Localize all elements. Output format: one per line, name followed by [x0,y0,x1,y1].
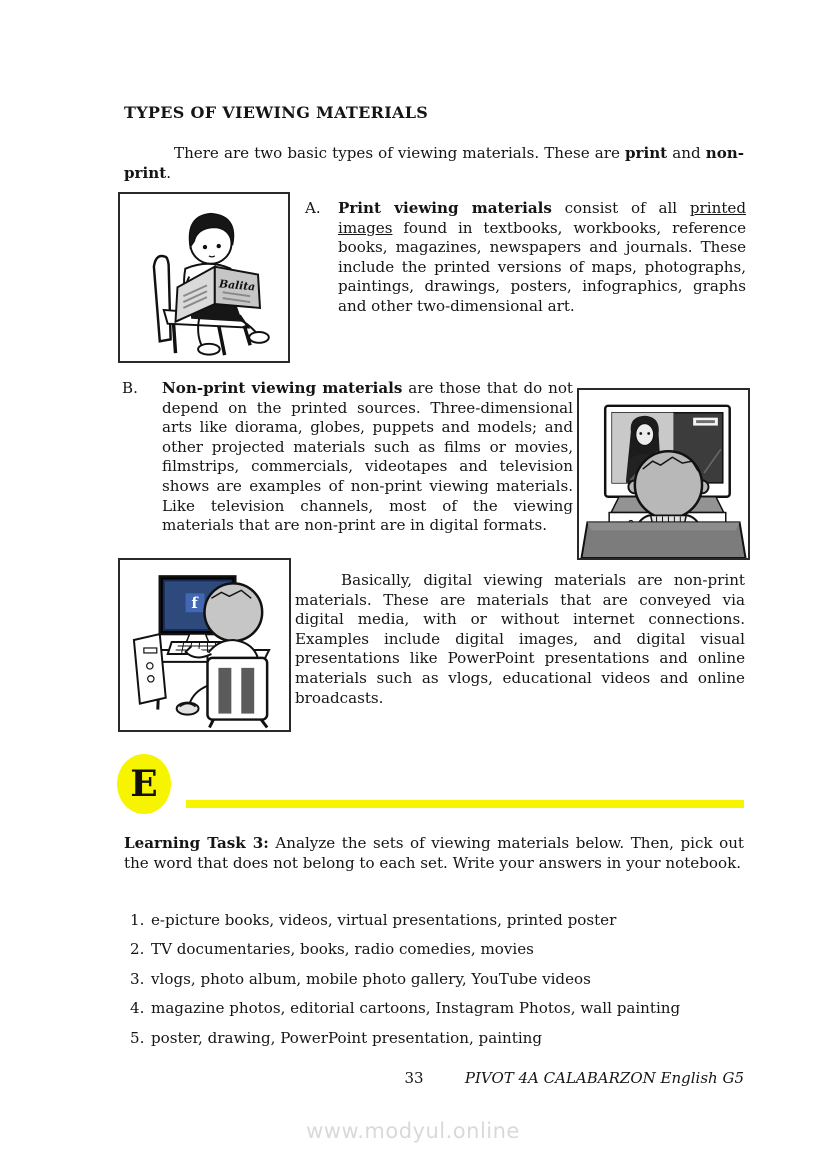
tower-button-1 [147,663,153,669]
facebook-logo-letter: f [191,594,198,613]
word-set-text: poster, drawing, PowerPoint presentation, painting [151,1029,543,1047]
section-a-underlined: printed images [338,199,746,237]
word-set-item-2 [130,940,746,958]
boy-reading-newspaper-illustration [118,192,290,363]
digital-materials-paragraph: Basically, digital viewing materials are non-print materials. These are materials that are conveyed via digital media, with or without internet connections. Examples include digital images, and digital visual presentations like PowerPoint presentations and online materials such as vlogs, educational videos and online broadcasts. [295,571,745,707]
boy-eye-left [203,245,207,249]
newspaper-title: Balita [218,277,256,294]
chair-backrest [207,658,267,720]
intro-paragraph [124,144,744,183]
section-a-paragraph [338,199,746,317]
word-set-item-3 [130,970,746,988]
tv-screen-badge-text [696,420,715,423]
section-b-lead: Non-print viewing materials [162,379,403,397]
section-print-materials [305,199,746,317]
word-set-text: vlogs, photo album, mobile photo gallery, YouTube videos [151,970,591,988]
word-set-number: 4. [130,999,145,1017]
intro-text-and: and [667,144,706,162]
learning-task-paragraph [124,834,744,873]
couch-top-edge [587,522,739,530]
child-using-computer-drawing [120,560,289,730]
section-a-text-2: found in textbooks, workbooks, reference books, magazines, newspapers and journals. These include the printed versions of maps, photographs, paintings, drawings, posters, infographics, graphs and other two-dimensional art. [338,218,746,315]
chair-slot-right [241,668,254,714]
section-e-badge [117,754,171,814]
boy-eye-right [217,244,221,248]
intro-text-start: There are two basic types of viewing materials. These are [174,144,625,162]
section-a-text-1: consist of all [551,199,690,217]
section-b-paragraph [162,379,573,536]
word-set-item-5 [130,1029,746,1047]
user-sandal [177,703,199,715]
word-set-text: TV documentaries, books, radio comedies, movies [151,940,534,958]
word-set-number: 1. [130,911,145,929]
word-set-text: magazine photos, editorial cartoons, Instagram Photos, wall painting [151,999,681,1017]
intro-text-end: . [166,163,171,182]
word-set-number: 2. [130,940,145,958]
footer-edition-label: PIVOT 4A CALABARZON English G5 [464,1069,744,1087]
intro-bold-nonprint: non-print [124,144,744,182]
section-e-divider-line [186,800,744,808]
page-title: TYPES OF VIEWING MATERIALS [124,103,429,122]
section-a-label: A. [305,199,321,217]
child-using-computer-illustration [118,558,291,732]
word-set-number: 3. [130,970,145,988]
boy-reading-newspaper-drawing [120,194,288,361]
user-head [205,583,263,641]
word-set-item-4 [130,999,746,1017]
section-a-lead: Print viewing materials [338,199,552,217]
boy-shoe-right [249,332,269,343]
section-b-text: are those that do not depend on the printed sources. Three-dimensional arts like diorama, globes, puppets and models; and other projected materials such as films or movies, filmstrips, commercials, videotapes and television shows are examples of non-print viewing materials. Like television channels, most of the viewing materials that are non-print are in digital formats. [162,379,573,535]
anchor-eye-left [639,432,642,435]
user-leg [190,686,208,704]
word-set-text: e-picture books, videos, virtual presentations, printed poster [151,911,617,929]
boy-shoe-left [198,344,220,355]
section-nonprint-materials [122,379,574,536]
chair-back [154,256,171,341]
page-number: 33 [404,1069,424,1087]
anchor-eye-right [647,432,650,435]
chair-slot-left [218,668,231,714]
section-b-label: B. [122,379,138,397]
child-watching-television-illustration [577,388,750,560]
word-set-item-1 [130,911,746,929]
child-watching-television-drawing [579,390,748,558]
intro-bold-print: print [624,144,668,162]
learning-task-text: Analyze the sets of viewing materials below. Then, pick out the word that does not belong to each set. Write your answers in your notebook. [124,834,744,872]
tower-button-2 [148,676,154,682]
watermark-text: www.modyul.online [306,1119,520,1143]
word-set-number: 5. [130,1029,145,1047]
learning-task-label: Learning Task 3: [124,834,269,852]
anchor-face [636,424,654,446]
section-e-letter: E [130,763,158,805]
tower-slot [144,648,157,653]
